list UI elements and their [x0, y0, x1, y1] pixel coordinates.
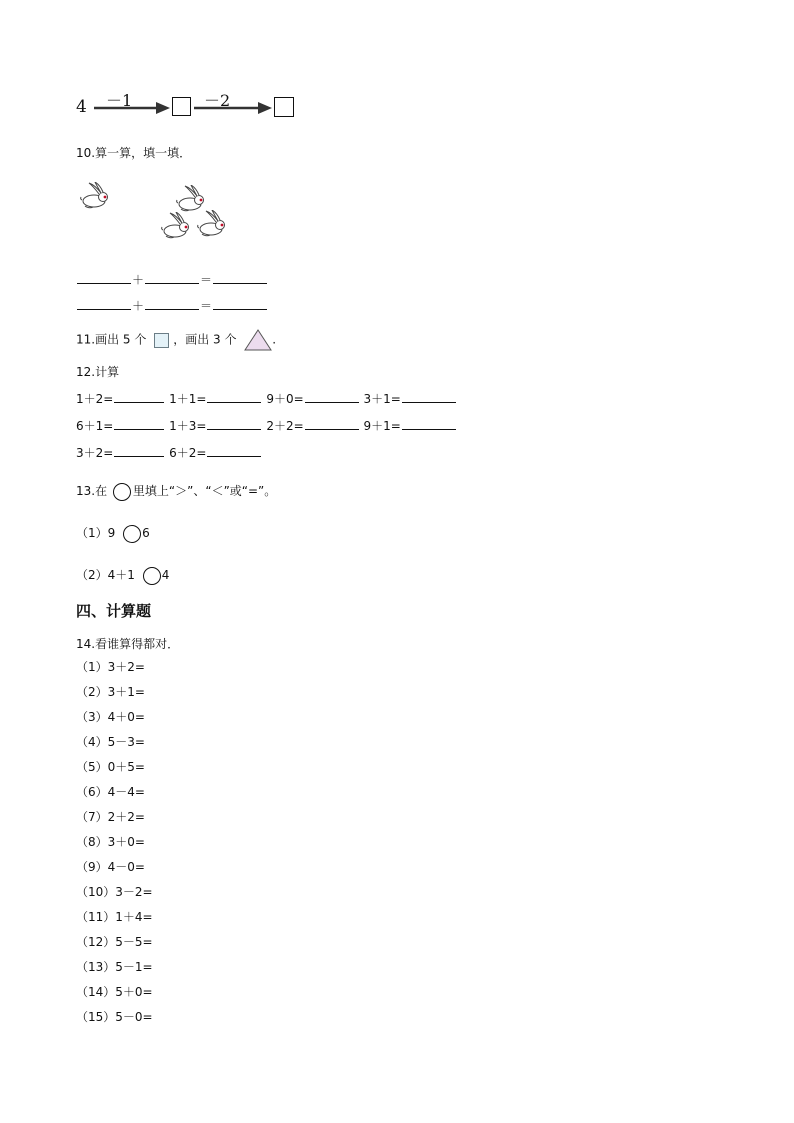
chain-op1-label: －1	[106, 91, 133, 110]
q13-item	[76, 566, 169, 588]
triangle-icon	[244, 329, 272, 351]
calc-item: 1＋3=	[169, 419, 207, 433]
calc-item: 9＋0=	[266, 392, 304, 406]
answer-blank[interactable]	[145, 282, 199, 284]
calc-item: 1＋2=	[76, 392, 114, 406]
list-item: （1）3＋2=	[76, 660, 145, 674]
list-item: （5）0＋5=	[76, 760, 145, 774]
list-item: （13）5－1=	[76, 960, 153, 974]
answer-circle[interactable]	[123, 525, 141, 543]
answer-blank[interactable]	[77, 282, 131, 284]
answer-blank[interactable]	[305, 428, 359, 430]
answer-blank[interactable]	[207, 401, 261, 403]
answer-blank[interactable]	[114, 401, 164, 403]
answer-blank[interactable]	[402, 428, 456, 430]
chain-arrow-2	[194, 102, 274, 114]
q13-item-after: 6	[142, 526, 150, 540]
answer-blank[interactable]	[402, 401, 456, 403]
equals-sign: ＝	[200, 273, 213, 287]
list-item: （14）5＋0=	[76, 985, 153, 999]
section-heading: 四、计算题	[76, 602, 152, 620]
q14-title: 14.看谁算得都对．	[76, 637, 180, 651]
q10-title: 10.算一算，填一填．	[76, 146, 192, 160]
answer-circle[interactable]	[143, 567, 161, 585]
list-item: （3）4＋0=	[76, 710, 145, 724]
q13-item-after: 4	[161, 568, 170, 582]
calc-item: 6＋2=	[169, 446, 207, 460]
chain-answer-box-1[interactable]	[172, 97, 191, 116]
rabbit-icon	[79, 182, 111, 210]
list-item: （9）4－0=	[76, 860, 145, 874]
q11-line	[76, 329, 276, 351]
circle-icon	[113, 483, 131, 501]
list-item: （8）3＋0=	[76, 835, 145, 849]
answer-blank[interactable]	[114, 428, 164, 430]
plus-sign: ＋	[132, 299, 145, 313]
equals-sign: ＝	[200, 299, 213, 313]
answer-blank[interactable]	[77, 308, 131, 310]
calc-item: 9＋1=	[363, 419, 401, 433]
answer-blank[interactable]	[213, 282, 267, 284]
q11-text-part1: 11.画出 5 个	[76, 332, 147, 347]
answer-blank[interactable]	[305, 401, 359, 403]
chain-start-number: 4	[76, 97, 87, 117]
calc-item: 2＋2=	[266, 419, 304, 433]
list-item: （15）5－0=	[76, 1010, 153, 1024]
q13-item-label: （1）9	[76, 526, 116, 540]
list-item: （7）2＋2=	[76, 810, 145, 824]
q11-text-part2: ，画出 3 个	[173, 332, 237, 347]
chain-diagram	[76, 88, 316, 124]
list-item: （2）3＋1=	[76, 685, 145, 699]
q13-item-label: （2）4＋1	[76, 568, 135, 582]
chain-answer-box-2[interactable]	[274, 97, 294, 117]
q13-title-line	[76, 482, 276, 504]
list-item: （6）4－4=	[76, 785, 145, 799]
rabbit-icon	[196, 210, 228, 238]
q11-end: .	[272, 332, 277, 347]
list-item: （4）5－3=	[76, 735, 145, 749]
answer-blank[interactable]	[207, 428, 261, 430]
q12-row	[76, 417, 457, 434]
calc-item: 1＋1=	[169, 392, 207, 406]
rabbit-icon	[175, 185, 207, 213]
chain-arrow-1	[94, 102, 170, 114]
q13-title-b: 里填上“＞”、“＜”或“=”。	[132, 484, 277, 498]
q13-item	[76, 524, 150, 546]
list-item: （12）5－5=	[76, 935, 153, 949]
answer-blank[interactable]	[145, 308, 199, 310]
list-item: （10）3－2=	[76, 885, 153, 899]
answer-blank[interactable]	[114, 455, 164, 457]
q10-equation-row	[76, 271, 268, 287]
rabbit-icon	[160, 212, 192, 240]
q12-row	[76, 390, 457, 407]
q12-title: 12.计算	[76, 365, 120, 379]
square-icon	[154, 333, 169, 348]
chain-op2-label: －2	[204, 91, 231, 110]
q13-title-a: 13.在	[76, 484, 108, 498]
q12-row	[76, 444, 262, 461]
calc-item: 3＋2=	[76, 446, 114, 460]
calc-item: 6＋1=	[76, 419, 114, 433]
plus-sign: ＋	[132, 273, 145, 287]
calc-item: 3＋1=	[363, 392, 401, 406]
answer-blank[interactable]	[207, 455, 261, 457]
list-item: （11）1＋4=	[76, 910, 153, 924]
q14-list	[76, 659, 153, 1034]
q10-equation-row	[76, 297, 268, 313]
answer-blank[interactable]	[213, 308, 267, 310]
